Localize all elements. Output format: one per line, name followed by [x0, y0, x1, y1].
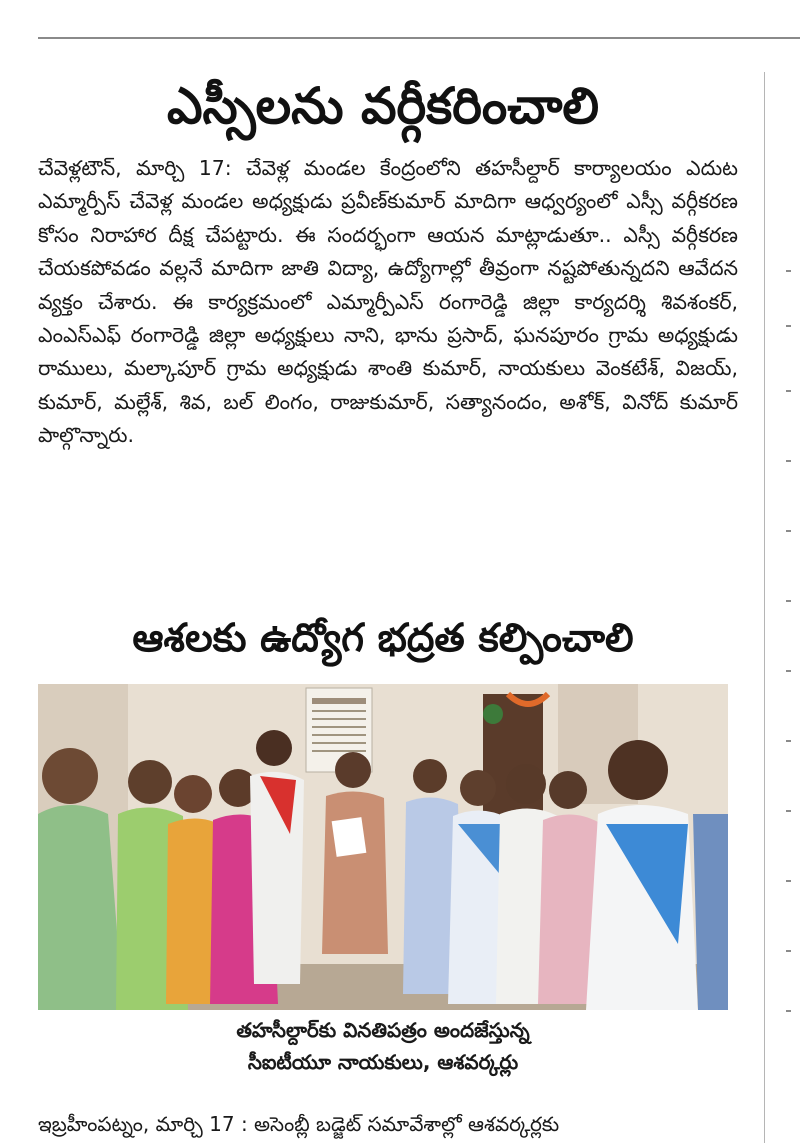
top-rule: [38, 37, 800, 39]
article2-body-start: ఇబ్రహీంపట్నం, మార్చి 17 : అసెంబ్లీ బడ్జెట్ సమావేశాల్లో ఆశవర్కర్లకు: [38, 1112, 560, 1136]
article1-headline: ఎస్సీలను వర్గీకరించాలి: [166, 77, 600, 135]
adjacent-column-edge: [786, 270, 794, 1030]
article2-headline: ఆశలకు ఉద్యోగ భద్రత కల్పించాలి: [132, 616, 634, 661]
photo-caption-line-2: సీఐటీయూ నాయకులు, ఆశవర్కర్లు: [247, 1050, 519, 1074]
photo-caption: [38, 1014, 728, 1078]
article1-body: చేవెళ్లటౌన్, మార్చి 17: చేవెళ్ల మండల కేంద్రంలోని తహసీల్దార్ కార్యాలయం ఎదుట ఎమ్మార్పీస్ చేవెళ్ల మండల అధ్యక్షుడు ప్రవీణ్‌కుమార్ మాదిగా ఆధ్వర్యంలో ఎస్సీ వర్గీకరణ కోసం నిరాహార దీక్ష చేపట్టారు. ఈ సందర్భంగా ఆయన మాట్లాడుతూ.. ఎస్సీ వర్గీకరణ చేయకపోవడం వల్లనే మాదిగా జాతి విద్యా, ఉద్యోగాల్లో తీవ్రంగా నష్టపోతున్నదని ఆవేదన వ్యక్తం చేశారు. ఈ కార్యక్రమంలో ఎమ్మార్పీఎస్ రంగారెడ్డి జిల్లా కార్యదర్శి శివశంకర్, ఎంఎస్‌ఎఫ్ రంగారెడ్డి జిల్లా అధ్యక్షులు నాని, భాను ప్రసాద్, ఘనపూరం గ్రామ అధ్యక్షుడు రాములు, మల్కాపూర్ గ్రామ అధ్యక్షుడు శాంతి కుమార్, నాయకులు వెంకటేశ్, విజయ్, కుమార్, మల్లేశ్, శివ, బల్ లింగం, రాజుకుమార్, సత్యానందం, అశోక్, వినోద్ కుమార్ పాల్గొన్నారు.: [38, 156, 738, 448]
column-divider: [764, 72, 765, 1143]
news-photo: [38, 684, 728, 1010]
photo-caption-line-1: తహసీల్దార్‌కు వినతిపత్రం అందజేస్తున్న: [236, 1018, 530, 1042]
